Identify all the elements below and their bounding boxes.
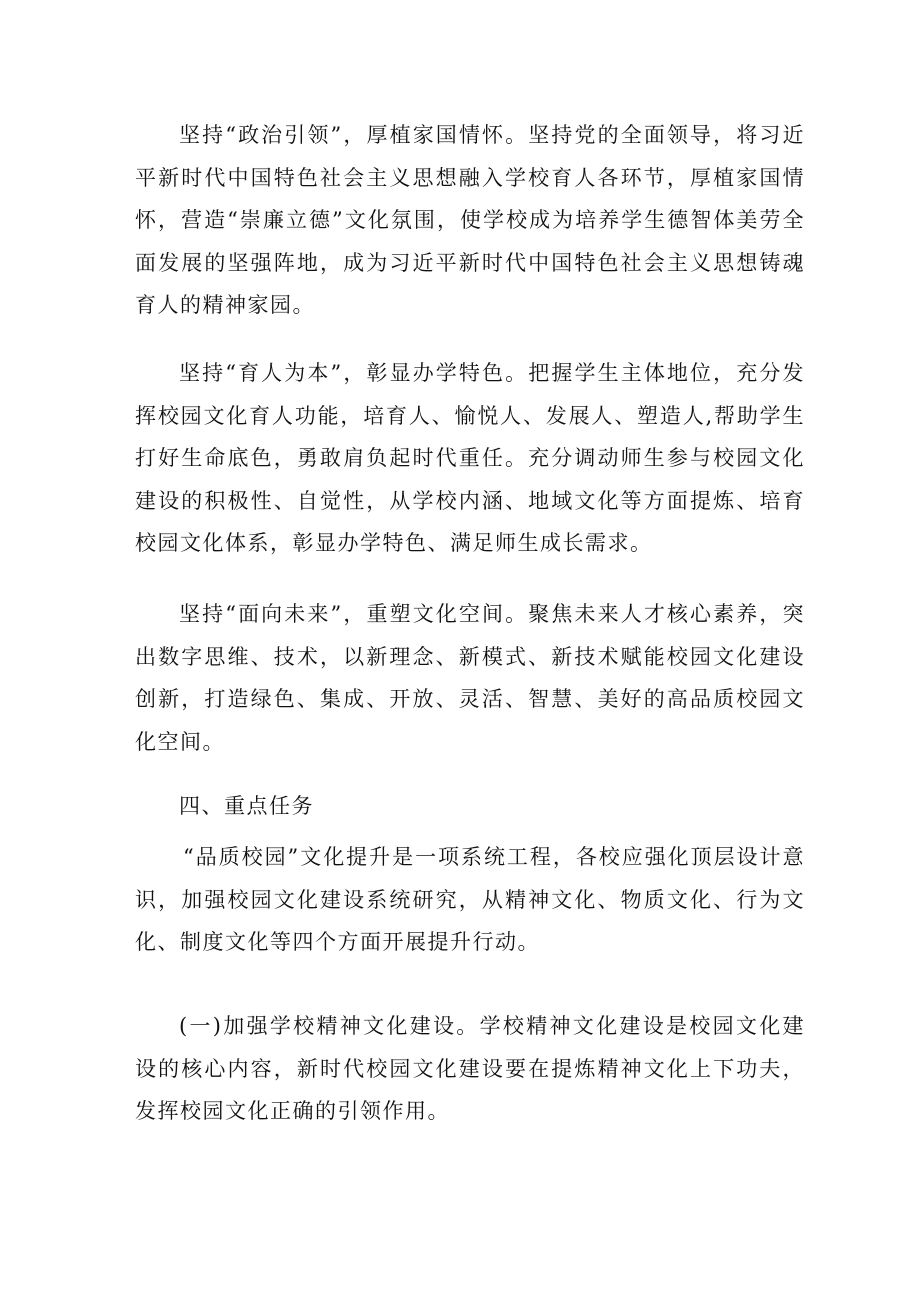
paragraph-political-guidance: 坚持“政治引领”，厚植家国情怀。坚持党的全面领导，将习近平新时代中国特色社会主义思想融入学校育人各环节，厚植家国情怀，营造“崇廉立德”文化氛围，使学校成为培养学生德智体美劳全面发展的坚强阵地，成为习近平新时代中国特色社会主义思想铸魂育人的精神家园。: [135, 123, 805, 317]
paragraph-spiritual-culture: (一)加强学校精神文化建设。学校精神文化建设是校园文化建设的核心内容，新时代校园文化建设要在提炼精神文化上下功夫，发挥校园文化正确的引领作用。: [135, 1014, 805, 1123]
paragraph-future-oriented: 坚持“面向未来”，重塑文化空间。聚焦未来人才核心素养，突出数字思维、技术，以新理念、新模式、新技术赋能校园文化建设创新，打造绿色、集成、开放、灵活、智慧、美好的高品质校园文化空间。: [135, 602, 805, 754]
section-heading: 四、重点任务: [179, 794, 314, 818]
paragraph-quality-campus-intro: “品质校园”文化提升是一项系统工程，各校应强化顶层设计意识，加强校园文化建设系统研究，从精神文化、物质文化、行为文化、制度文化等四个方面开展提升行动。: [135, 845, 805, 954]
paragraph-education-oriented: 坚持“育人为本”，彰显办学特色。把握学生主体地位，充分发挥校园文化育人功能，培育人、愉悦人、发展人、塑造人,帮助学生打好生命底色，勇敢肩负起时代重任。充分调动师生参与校园文化建设的积极性、自觉性，从学校内涵、地域文化等方面提炼、培育校园文化体系，彰显办学特色、满足师生成长需求。: [135, 361, 805, 555]
